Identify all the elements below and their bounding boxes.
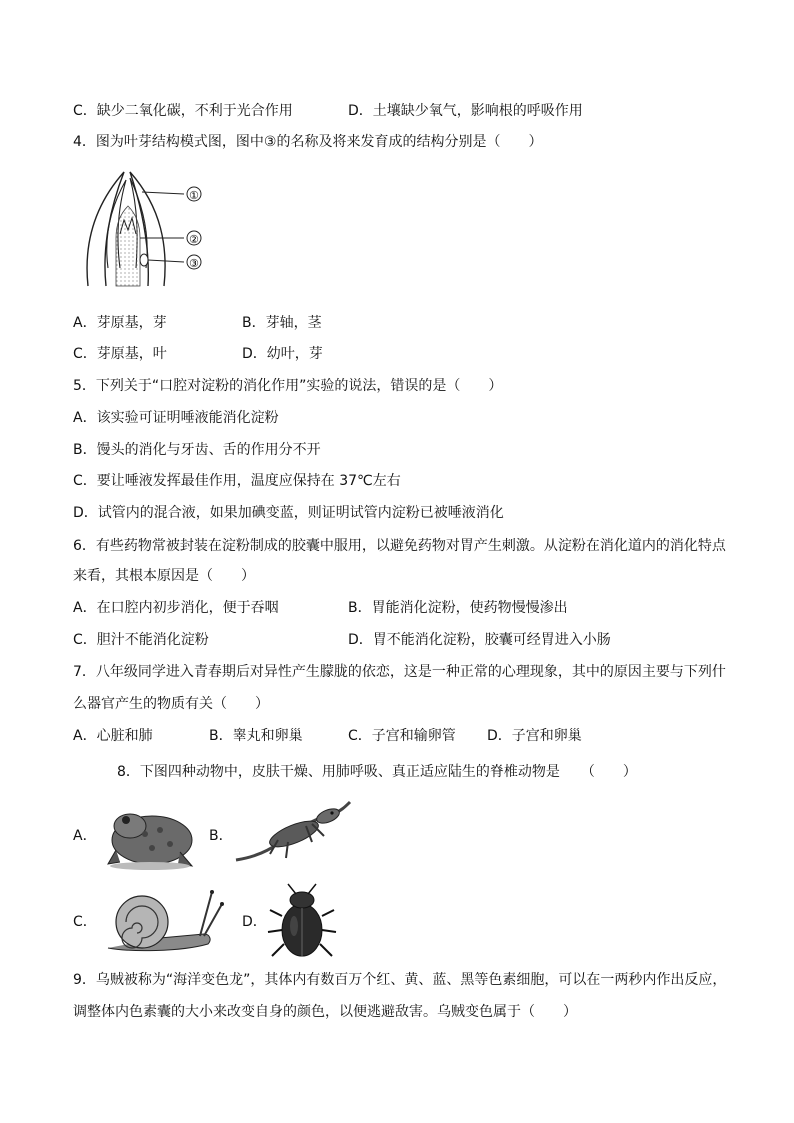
q9-stem-line-1: 9．乌贼被称为“海洋变色龙”，其体内有数百万个红、黄、蓝、黑等色素细胞，可以在一两秒内作出反应， <box>73 972 727 988</box>
q3-option-d: D．土壤缺少氧气，影响根的呼吸作用 <box>348 103 583 119</box>
bud-primordium <box>140 254 148 266</box>
q3-option-c: C．缺少二氧化碳，不利于光合作用 <box>73 103 293 119</box>
q8-option-c: C． <box>73 914 97 930</box>
q7-option-d: D．子宫和卵巢 <box>487 728 582 744</box>
q8-option-a: A． <box>73 828 97 844</box>
toad-image <box>100 800 200 874</box>
q4-option-b: B．芽轴，茎 <box>242 315 322 331</box>
bud-axis <box>116 206 140 286</box>
q9-stem-line-2: 调整体内色素囊的大小来改变自身的颜色，以便逃避敌害。乌贼变色属于（ ） <box>73 1004 577 1020</box>
q7-stem-line-2: 么器官产生的物质有关（ ） <box>73 696 269 712</box>
q5-option-d: D．试管内的混合液，如果加碘变蓝，则证明试管内淀粉已被唾液消化 <box>73 505 504 521</box>
q8-stem: 8．下图四种动物中，皮肤干燥、用肺呼吸、真正适应陆生的脊椎动物是 （ ） <box>117 764 637 780</box>
q8-option-b: B． <box>209 828 233 844</box>
label-2: ② <box>189 233 199 246</box>
q4-stem: 4．图为叶芽结构模式图，图中③的名称及将来发育成的结构分别是（ ） <box>73 134 543 150</box>
q6-stem-line-2: 来看，其根本原因是（ ） <box>73 568 255 584</box>
q6-option-a: A．在口腔内初步消化，便于吞咽 <box>73 600 279 616</box>
q6-option-b: B．胃能消化淀粉，使药物慢慢渗出 <box>348 600 568 616</box>
q4-option-a: A．芽原基，芽 <box>73 315 167 331</box>
q5-option-b: B．馒头的消化与牙齿、舌的作用分不开 <box>73 442 321 458</box>
label-3: ③ <box>189 257 199 270</box>
beetle-image <box>266 880 338 962</box>
q6-option-d: D．胃不能消化淀粉，胶囊可经胃进入小肠 <box>348 632 611 648</box>
q5-option-a: A．该实验可证明唾液能消化淀粉 <box>73 410 279 426</box>
q4-option-d: D．幼叶，芽 <box>242 346 323 362</box>
q7-option-a: A．心脏和肺 <box>73 728 153 744</box>
q8-option-d: D． <box>242 914 267 930</box>
q7-option-c: C．子宫和输卵管 <box>348 728 456 744</box>
q6-stem-line-1: 6．有些药物常被封装在淀粉制成的胶囊中服用，以避免药物对胃产生刺激。从淀粉在消化道内的消化特点 <box>73 538 726 554</box>
q5-stem: 5．下列关于“口腔对淀粉的消化作用”实验的说法，错误的是（ ） <box>73 378 503 394</box>
q7-option-b: B．睾丸和卵巢 <box>209 728 303 744</box>
q5-option-c: C．要让唾液发挥最佳作用，温度应保持在 37℃左右 <box>73 473 401 489</box>
q6-option-c: C．胆汁不能消化淀粉 <box>73 632 209 648</box>
q7-stem-line-1: 7．八年级同学进入青春期后对异性产生朦胧的依恋，这是一种正常的心理现象，其中的原因主要与下列什 <box>73 664 726 680</box>
q4-option-c: C．芽原基，叶 <box>73 346 167 362</box>
label-1: ① <box>189 189 199 202</box>
lizard-image <box>232 796 356 868</box>
leaf-bud-diagram <box>80 168 220 292</box>
snail-image <box>100 882 224 960</box>
